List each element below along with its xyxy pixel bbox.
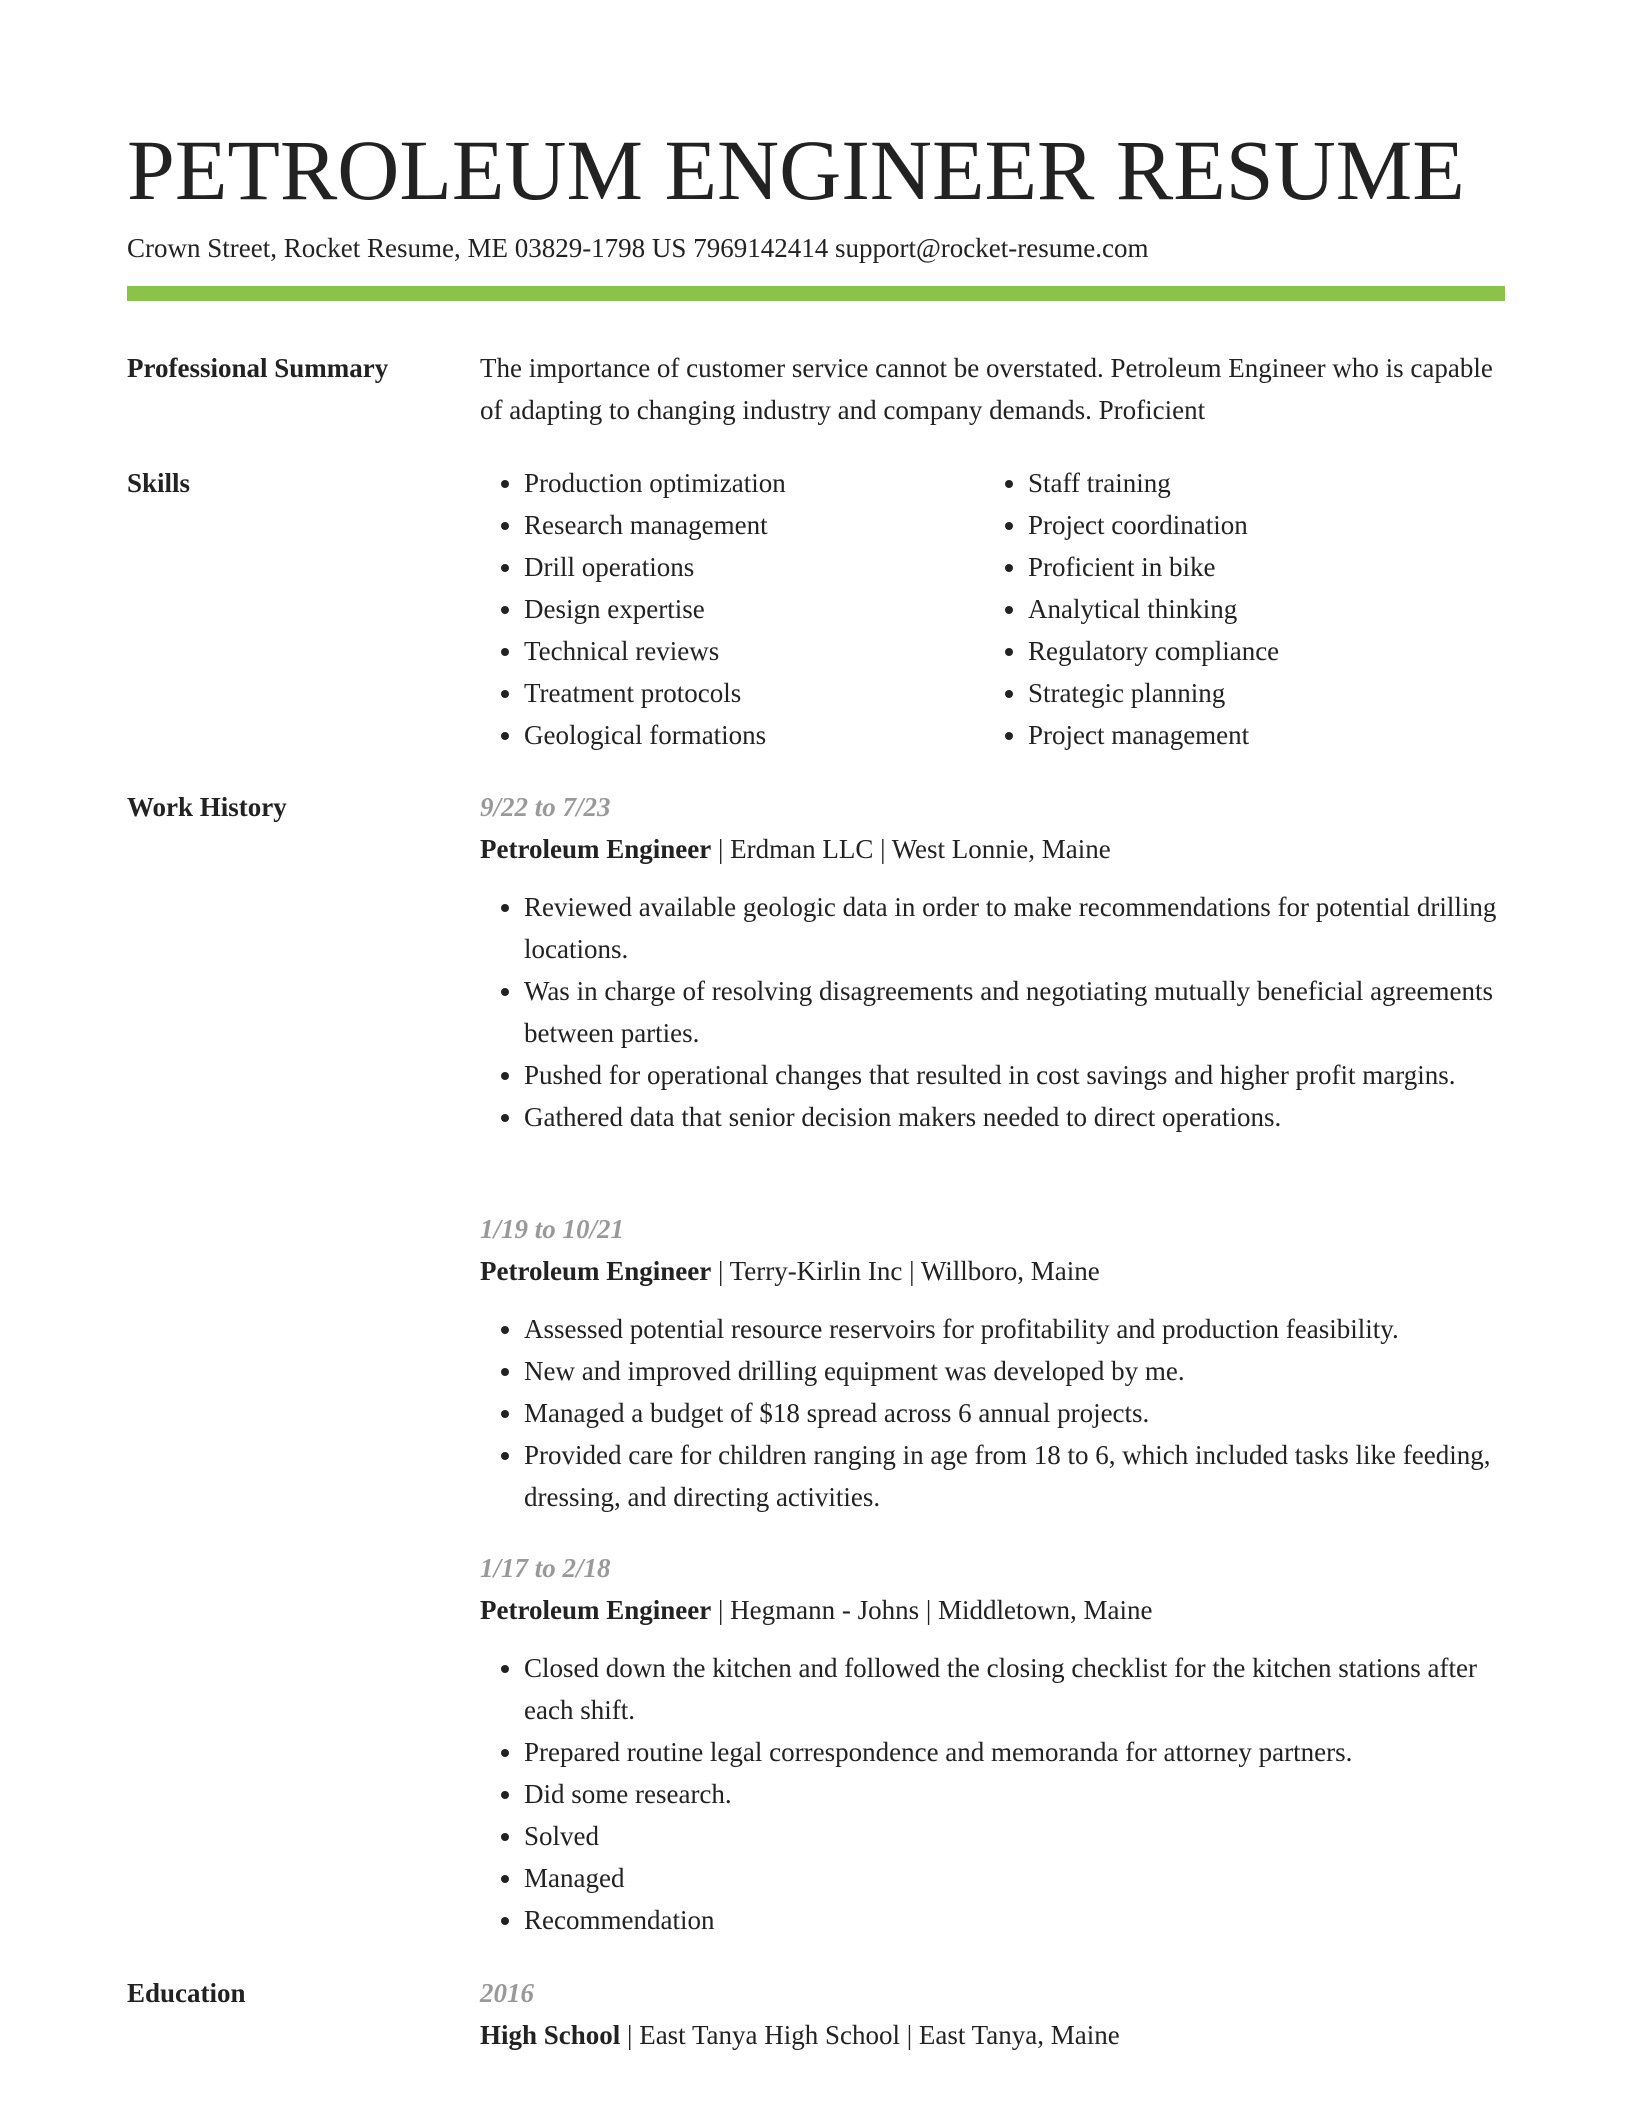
job-bullet: • Recommendation: [524, 1899, 1505, 1941]
job-bullet: • Managed: [524, 1857, 1505, 1899]
education-degree: High School: [480, 2020, 621, 2050]
job-bullet: • Managed a budget of $18 spread across 6 annual projects.: [524, 1392, 1505, 1434]
skill-item: • Staff training: [1028, 462, 1488, 504]
education-year: 2016: [480, 1978, 534, 2008]
job-title-line: [480, 828, 1505, 870]
skills-section: [480, 462, 1505, 756]
job-bullet: • Gathered data that senior decision makers needed to direct operations.: [524, 1096, 1505, 1138]
job-dates: 9/22 to 7/23: [480, 792, 611, 822]
skill-item: • Project coordination: [1028, 504, 1488, 546]
skill-item: • Design expertise: [524, 588, 984, 630]
skill-item: • Production optimization: [524, 462, 984, 504]
job-dates: 1/17 to 2/18: [480, 1553, 611, 1583]
skills-heading: Skills: [127, 468, 191, 498]
job-bullet: • Closed down the kitchen and followed the closing checklist for the kitchen stations after each shift.: [524, 1647, 1505, 1731]
job-title: Petroleum Engineer: [480, 1256, 712, 1286]
job-title-line: [480, 1250, 1505, 1292]
job-bullet: • Solved: [524, 1815, 1505, 1857]
skill-item: • Drill operations: [524, 546, 984, 588]
job-bullet: • Did some research.: [524, 1773, 1505, 1815]
skill-item: • Proficient in bike: [1028, 546, 1488, 588]
job-entry: [480, 1547, 1505, 1941]
skill-item: • Geological formations: [524, 714, 984, 756]
education-entry: [480, 1972, 1505, 2056]
skills-column-left: [480, 462, 984, 756]
summary-section: [480, 347, 1505, 431]
summary-text: The importance of customer service cannot be overstated. Petroleum Engineer who is capable of adapting to changing industry and company demands. Proficient: [480, 353, 1493, 425]
job-title: Petroleum Engineer: [480, 1595, 712, 1625]
education-heading: Education: [127, 1978, 246, 2008]
skill-item: • Project management: [1028, 714, 1488, 756]
job-bullet: • Pushed for operational changes that resulted in cost savings and higher profit margins.: [524, 1054, 1505, 1096]
job-bullet: • Prepared routine legal correspondence and memoranda for attorney partners.: [524, 1731, 1505, 1773]
skill-item: • Treatment protocols: [524, 672, 984, 714]
job-company-location: | Terry-Kirlin Inc | Willboro, Maine: [711, 1256, 1100, 1286]
job-dates: 1/19 to 10/21: [480, 1214, 625, 1244]
job-bullet: • New and improved drilling equipment was developed by me.: [524, 1350, 1505, 1392]
skill-item: • Regulatory compliance: [1028, 630, 1488, 672]
skill-item: • Strategic planning: [1028, 672, 1488, 714]
job-bullets: [480, 886, 1505, 1138]
header-divider: [127, 286, 1505, 301]
job-title: Petroleum Engineer: [480, 834, 712, 864]
summary-heading: Professional Summary: [127, 353, 389, 383]
job-title-line: [480, 1589, 1505, 1631]
job-entry: [480, 786, 1505, 1138]
skill-item: • Research management: [524, 504, 984, 546]
work-history-heading: Work History: [127, 792, 287, 822]
skills-column-right: [984, 462, 1488, 756]
contact-line: Crown Street, Rocket Resume, ME 03829-1798 US 7969142414 support@rocket-resume.com: [127, 233, 1149, 263]
job-bullet: • Assessed potential resource reservoirs for profitability and production feasibility.: [524, 1308, 1505, 1350]
education-school-location: | East Tanya High School | East Tanya, Maine: [620, 2020, 1120, 2050]
job-company-location: | Hegmann - Johns | Middletown, Maine: [711, 1595, 1153, 1625]
education-line: [480, 2014, 1505, 2056]
skill-item: • Technical reviews: [524, 630, 984, 672]
job-bullet: • Reviewed available geologic data in order to make recommendations for potential drilling locations.: [524, 886, 1505, 970]
page-title: PETROLEUM ENGINEER RESUME: [127, 122, 1465, 218]
skill-item: • Analytical thinking: [1028, 588, 1488, 630]
job-bullet: • Was in charge of resolving disagreements and negotiating mutually beneficial agreements between parties.: [524, 970, 1505, 1054]
job-entry: [480, 1208, 1505, 1518]
job-bullets: [480, 1647, 1505, 1941]
job-bullets: [480, 1308, 1505, 1518]
job-company-location: | Erdman LLC | West Lonnie, Maine: [711, 834, 1111, 864]
job-bullet: • Provided care for children ranging in age from 18 to 6, which included tasks like feeding, dressing, and directing activities.: [524, 1434, 1505, 1518]
